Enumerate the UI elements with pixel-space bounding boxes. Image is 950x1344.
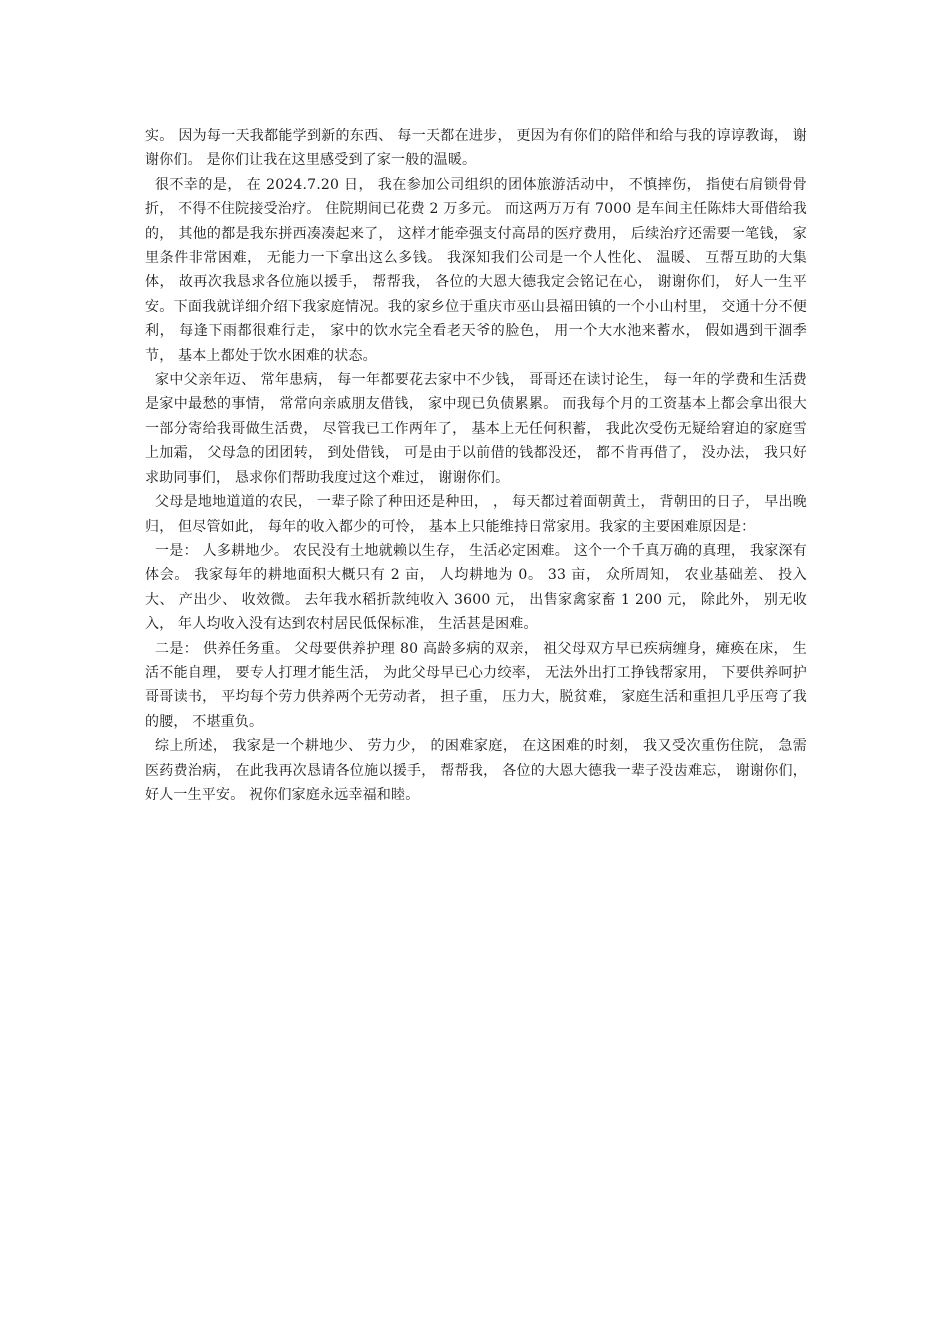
paragraph-family: 家中父亲年迈、 常年患病， 每一年都要花去家中不少钱， 哥哥还在读讨论生， 每一年的学费和生活费是家中最愁的事情， 常常向亲戚朋友借钱， 家中现已负债累累。 而我每个月的工资基本上都会拿出很大一部分寄给我哥做生活费， 尽管我已工作两年了， 基本上无任何积蓄， 我此次受伤无疑给窘迫的家庭雪上加霜， 父母急的团团转， 到处借钱， 可是由于以前借的钱都没还， 都不肯再借了， 没办法， 我只好求助同事们， 恳求你们帮助我度过这个难过， 谢谢你们。 xyxy=(145,372,807,486)
paragraph-injury: 很不幸的是， 在 2024.7.20 日， 我在参加公司组织的团体旅游活动中， 不慎摔伤， 指使右肩锁骨骨折， 不得不住院接受治疗。 住院期间已花费 2 万多元。 而这两万万有 7000 是车间主任陈炜大哥借给我的， 其他的都是我东拼西凑凑起来了， 这样才能牵强支付高昂的医疗费用， 后续治疗还需要一笔钱， 家里条件非常困难， 无能力一下拿出这么多钱。 我深知我们公司是一个人性化、 温暖、 互帮互助的大集体， 故再次我恳求各位施以援手， 帮帮我， 各位的大恩大德我定会铭记在心， 谢谢你们， 好人一生平安。下面我就详细介绍下我家庭情况。我的家乡位于重庆市巫山县福田镇的一个小山村里， 交通十分不便利， 每逢下雨都很难行走， 家中的饮水完全看老天爷的脸色， 用一个大水池来蓄水， 假如遇到干涸季节， 基本上都处于饮水困难的状态。 xyxy=(145,176,807,364)
paragraph-parents: 父母是地地道道的农民， 一辈子除了种田还是种田， ， 每天都过着面朝黄土， 背朝田的日子， 早出晚归， 但尽管如此， 每年的收入都少的可怜， 基本上只能维持日常家用。我家的主要困难原因是： xyxy=(145,494,807,535)
document-body xyxy=(145,124,807,807)
paragraph-continuation: 实。 因为每一天我都能学到新的东西、 每一天都在进步， 更因为有你们的陪伴和给与我的谆谆教诲， 谢谢你们。 是你们让我在这里感受到了家一般的温暖。 xyxy=(145,128,807,169)
paragraph-reason-two: 二是： 供养任务重。 父母要供养护理 80 高龄多病的双亲， 祖父母双方早已疾病缠身，瘫痪在床， 生活不能自理， 要专人打理才能生活， 为此父母早已心力绞率， 无法外出打工挣钱帮家用， 下要供养呵护哥哥读书， 平均每个劳力供养两个无劳动者， 担子重， 压力大，脱贫难， 家庭生活和重担几乎压弯了我的腰， 不堪重负。 xyxy=(145,640,807,730)
paragraph-reason-one: 一是： 人多耕地少。 农民没有土地就赖以生存， 生活必定困难。 这个一个千真万确的真理， 我家深有体会。 我家每年的耕地面积大概只有 2 亩， 人均耕地为 0。 33 亩， 众所周知， 农业基础差、 投入大、 产出少、 收效微。 去年我水稻折款纯收入 3600 元， 出售家禽家畜 1 200 元， 除此外， 别无收入， 年人均收入没有达到农村居民低保标准， 生活甚是困难。 xyxy=(145,542,807,633)
paragraph-conclusion: 综上所述， 我家是一个耕地少、 劳力少， 的困难家庭， 在这困难的时刻， 我又受次重伤住院， 急需医药费治病， 在此我再次恳请各位施以援手， 帮帮我， 各位的大恩大德我一辈子没齿难忘， 谢谢你们， 好人一生平安。 祝你们家庭永远幸福和睦。 xyxy=(145,738,807,803)
